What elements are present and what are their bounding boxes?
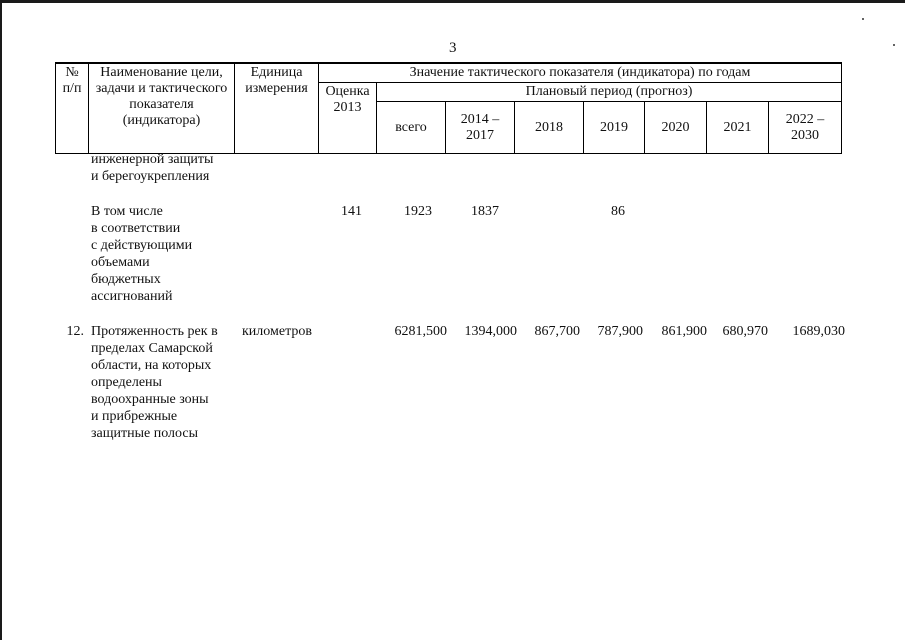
scan-border-left [0,0,2,640]
row-2-2014-2017: 1837 [471,204,499,219]
row-2-2019: 86 [611,204,625,219]
row-2-estimate: 141 [341,204,362,219]
header-name: Наименование цели, задачи и тактического показателя (индикатора) [89,63,235,154]
row-3-number: 12. [66,324,84,339]
header-plan-2014-2017: 2014 – 2017 [446,102,515,154]
row-2-name: В том числе в соответствии с действующими объемами бюджетных ассигнований [91,204,193,304]
scan-border-top [0,0,905,3]
row-3-unit: километров [242,324,312,339]
row-3-2018: 867,700 [534,324,580,339]
scan-speck [893,44,895,46]
indicator-table-header [55,62,842,154]
page-number: 3 [449,40,457,56]
row-3-2020: 861,900 [661,324,707,339]
header-values: Значение тактического показателя (индикатора) по годам [319,63,842,83]
header-plan-2021: 2021 [707,102,769,154]
header-plan-2020: 2020 [645,102,707,154]
header-number: № п/п [56,63,89,154]
header-plan-2019: 2019 [584,102,645,154]
header-estimate: Оценка 2013 [319,83,377,154]
header-plan-2022-2030: 2022 – 2030 [769,102,842,154]
row-3-name: Протяженность рек в пределах Самарской области, на которых определены водоохранные зоны и прибрежные защитные полосы [91,324,218,441]
row-3-2022-2030: 1689,030 [792,324,845,339]
row-2-total: 1923 [404,204,432,219]
header-plan: Плановый период (прогноз) [377,83,842,102]
scan-speck [862,18,864,20]
header-unit: Единица измерения [235,63,319,154]
header-plan-total: всего [377,102,446,154]
row-3-2019: 787,900 [597,324,643,339]
row-1-name: инженерной защиты и берегоукрепления [91,152,214,184]
row-3-2021: 680,970 [722,324,768,339]
header-plan-2018: 2018 [515,102,584,154]
row-3-2014-2017: 1394,000 [464,324,517,339]
row-3-total: 6281,500 [394,324,447,339]
